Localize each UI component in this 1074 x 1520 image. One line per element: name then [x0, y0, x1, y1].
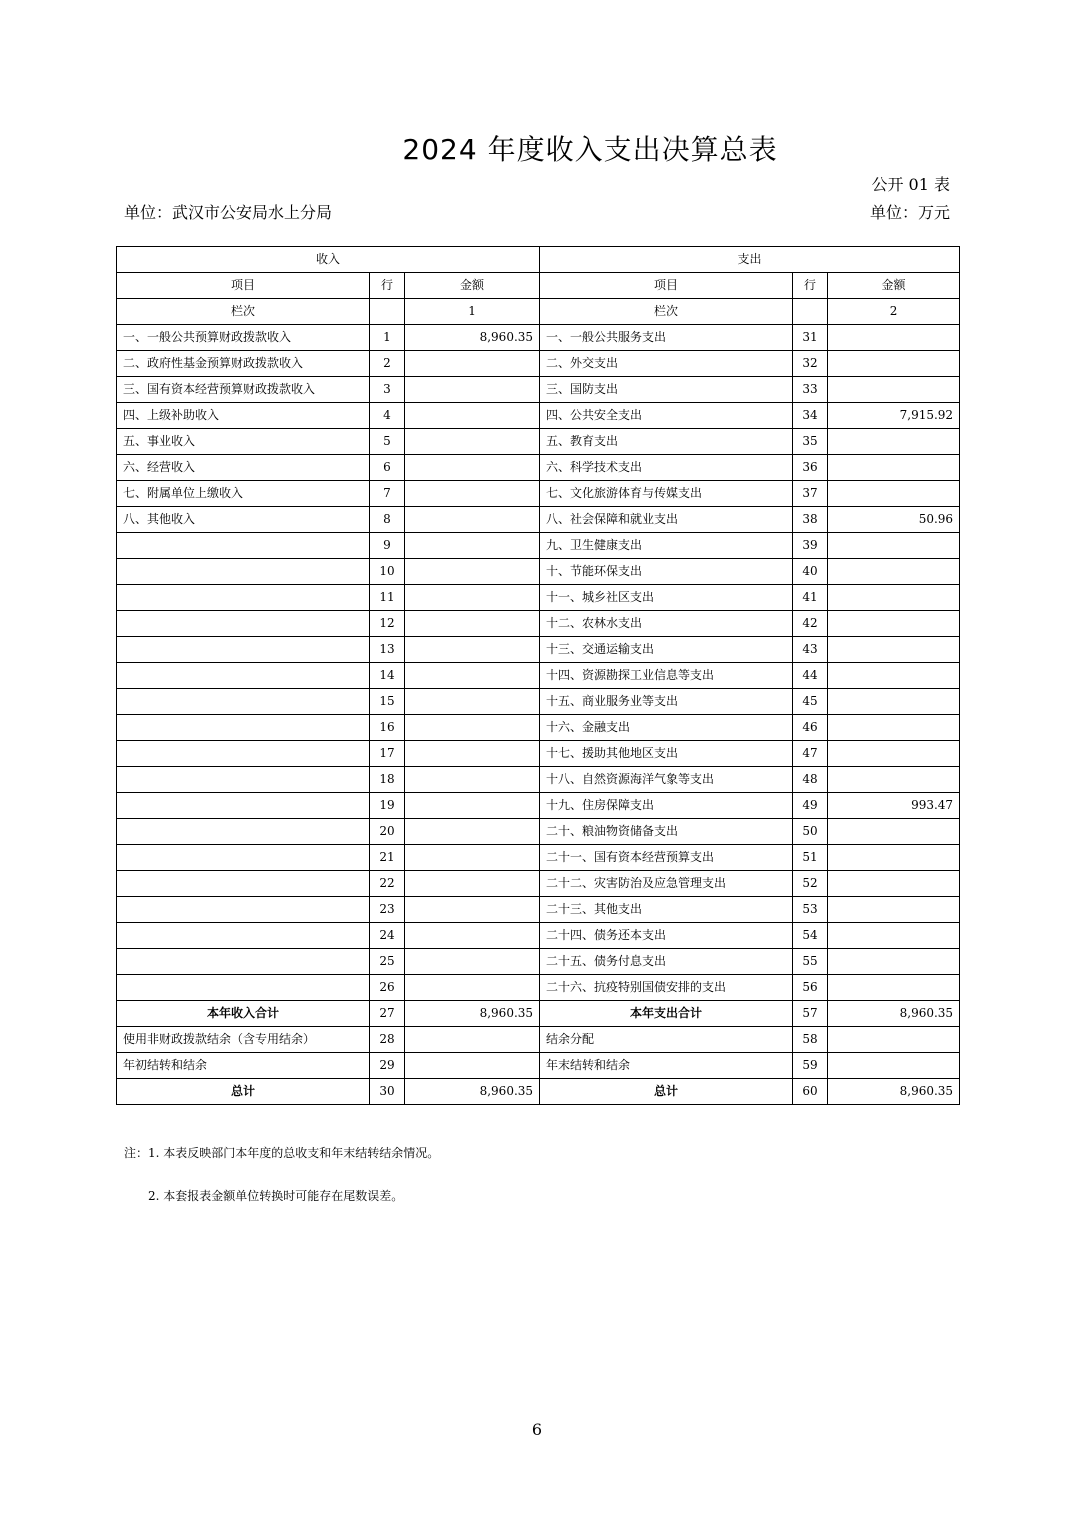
expense-item-cell: 二、外交支出	[540, 351, 793, 377]
expense-amount-cell	[828, 663, 960, 689]
note-2: 2. 本套报表金额单位转换时可能存在尾数误差。	[148, 1189, 404, 1203]
expense-amount-cell	[828, 975, 960, 1001]
income-item-cell: 四、上级补助收入	[117, 403, 370, 429]
expense-amount-cell	[828, 559, 960, 585]
expense-item-cell: 十、节能环保支出	[540, 559, 793, 585]
table-row	[117, 637, 960, 663]
income-amount-cell	[405, 351, 540, 377]
table-row	[117, 585, 960, 611]
table-row	[117, 507, 960, 533]
income-item-cell: 一、一般公共预算财政拨款收入	[117, 325, 370, 351]
table-row	[117, 819, 960, 845]
expense-item-cell: 总计	[540, 1079, 793, 1105]
income-item-cell: 六、经营收入	[117, 455, 370, 481]
income-line-cell: 10	[370, 559, 405, 585]
table-row	[117, 715, 960, 741]
income-line-cell: 3	[370, 377, 405, 403]
income-line-cell: 6	[370, 455, 405, 481]
income-line-cell: 29	[370, 1053, 405, 1079]
income-item-cell: 二、政府性基金预算财政拨款收入	[117, 351, 370, 377]
table-row	[117, 767, 960, 793]
expense-line-cell: 53	[793, 897, 828, 923]
expense-line-cell: 37	[793, 481, 828, 507]
expense-line-cell: 50	[793, 819, 828, 845]
expense-amount-cell	[828, 611, 960, 637]
income-item-cell: 使用非财政拨款结余（含专用结余）	[117, 1027, 370, 1053]
income-amount-cell	[405, 767, 540, 793]
income-line-cell: 27	[370, 1001, 405, 1027]
expense-line-cell: 35	[793, 429, 828, 455]
expense-line-cell: 51	[793, 845, 828, 871]
income-item-cell	[117, 845, 370, 871]
income-amount-cell: 8,960.35	[405, 325, 540, 351]
income-amount-cell	[405, 897, 540, 923]
expense-item-cell: 二十三、其他支出	[540, 897, 793, 923]
income-amount-cell	[405, 611, 540, 637]
expense-item-cell: 八、社会保障和就业支出	[540, 507, 793, 533]
table-row	[117, 1079, 960, 1105]
expense-item-cell: 一、一般公共服务支出	[540, 325, 793, 351]
expense-amount-cell: 993.47	[828, 793, 960, 819]
income-line-index	[370, 299, 405, 325]
expense-item-cell: 年末结转和结余	[540, 1053, 793, 1079]
income-item-cell	[117, 715, 370, 741]
income-amount-cell	[405, 715, 540, 741]
expense-item-cell: 十九、住房保障支出	[540, 793, 793, 819]
income-item-cell: 总计	[117, 1079, 370, 1105]
expense-amount-cell	[828, 351, 960, 377]
income-line-cell: 19	[370, 793, 405, 819]
table-row	[117, 689, 960, 715]
table-row	[117, 897, 960, 923]
note-1: 注：1. 本表反映部门本年度的总收支和年末结转结余情况。	[124, 1146, 440, 1160]
expense-item-cell: 二十六、抗疫特别国债安排的支出	[540, 975, 793, 1001]
expense-amount-cell	[828, 949, 960, 975]
income-line-header: 行	[370, 273, 405, 299]
expense-amount-cell	[828, 845, 960, 871]
table-row	[117, 741, 960, 767]
expense-amount-cell	[828, 1053, 960, 1079]
income-amount-cell	[405, 377, 540, 403]
income-item-cell: 本年收入合计	[117, 1001, 370, 1027]
income-line-cell: 20	[370, 819, 405, 845]
expense-item-cell: 七、文化旅游体育与传媒支出	[540, 481, 793, 507]
expense-line-cell: 41	[793, 585, 828, 611]
expense-item-cell: 十二、农林水支出	[540, 611, 793, 637]
expense-amount-cell	[828, 325, 960, 351]
income-line-cell: 22	[370, 871, 405, 897]
expense-column-label: 栏次	[540, 299, 793, 325]
income-line-cell: 5	[370, 429, 405, 455]
expense-line-cell: 39	[793, 533, 828, 559]
expense-item-header: 项目	[540, 273, 793, 299]
income-line-cell: 16	[370, 715, 405, 741]
income-amount-cell	[405, 663, 540, 689]
header-row-sections	[117, 247, 960, 273]
income-line-cell: 11	[370, 585, 405, 611]
expense-item-cell: 本年支出合计	[540, 1001, 793, 1027]
table-body	[117, 325, 960, 1105]
expense-item-cell: 六、科学技术支出	[540, 455, 793, 481]
expense-amount-cell	[828, 533, 960, 559]
table-row	[117, 429, 960, 455]
table-row	[117, 845, 960, 871]
income-amount-cell	[405, 793, 540, 819]
income-line-cell: 12	[370, 611, 405, 637]
expense-item-cell: 十七、援助其他地区支出	[540, 741, 793, 767]
table-row	[117, 533, 960, 559]
income-amount-cell	[405, 923, 540, 949]
expense-amount-cell	[828, 585, 960, 611]
income-item-cell	[117, 923, 370, 949]
expense-item-cell: 十一、城乡社区支出	[540, 585, 793, 611]
expense-line-cell: 43	[793, 637, 828, 663]
income-line-cell: 21	[370, 845, 405, 871]
page-number: 6	[531, 1420, 543, 1439]
income-column-index: 1	[405, 299, 540, 325]
header-row-columns	[117, 273, 960, 299]
budget-summary-table	[116, 246, 960, 1105]
expense-amount-cell: 7,915.92	[828, 403, 960, 429]
expense-amount-cell	[828, 819, 960, 845]
expense-line-cell: 54	[793, 923, 828, 949]
expense-line-cell: 34	[793, 403, 828, 429]
expense-column-index: 2	[828, 299, 960, 325]
expense-item-cell: 二十、粮油物资储备支出	[540, 819, 793, 845]
expense-amount-cell: 50.96	[828, 507, 960, 533]
income-line-cell: 23	[370, 897, 405, 923]
expense-line-cell: 47	[793, 741, 828, 767]
expense-item-cell: 九、卫生健康支出	[540, 533, 793, 559]
income-amount-cell	[405, 637, 540, 663]
income-item-cell	[117, 585, 370, 611]
currency-unit: 单位：万元	[869, 203, 950, 222]
expense-line-header: 行	[793, 273, 828, 299]
income-item-cell	[117, 897, 370, 923]
income-item-cell	[117, 533, 370, 559]
income-item-cell	[117, 975, 370, 1001]
expense-item-cell: 结余分配	[540, 1027, 793, 1053]
expense-item-cell: 四、公共安全支出	[540, 403, 793, 429]
expense-item-cell: 五、教育支出	[540, 429, 793, 455]
income-amount-header: 金额	[405, 273, 540, 299]
expense-line-cell: 38	[793, 507, 828, 533]
income-line-cell: 26	[370, 975, 405, 1001]
expense-amount-cell	[828, 377, 960, 403]
table-row	[117, 559, 960, 585]
income-amount-cell	[405, 819, 540, 845]
income-line-cell: 25	[370, 949, 405, 975]
income-amount-cell	[405, 403, 540, 429]
income-item-cell	[117, 637, 370, 663]
expense-item-cell: 十五、商业服务业等支出	[540, 689, 793, 715]
income-item-cell	[117, 611, 370, 637]
income-amount-cell	[405, 585, 540, 611]
expense-amount-cell	[828, 923, 960, 949]
expense-amount-cell	[828, 689, 960, 715]
income-line-cell: 1	[370, 325, 405, 351]
expense-amount-header: 金额	[828, 273, 960, 299]
income-line-cell: 13	[370, 637, 405, 663]
income-amount-cell	[405, 455, 540, 481]
income-amount-cell	[405, 1053, 540, 1079]
income-item-cell: 五、事业收入	[117, 429, 370, 455]
income-item-cell: 七、附属单位上缴收入	[117, 481, 370, 507]
expense-amount-cell	[828, 871, 960, 897]
expense-line-cell: 52	[793, 871, 828, 897]
table-row	[117, 949, 960, 975]
table-row	[117, 923, 960, 949]
income-amount-cell	[405, 481, 540, 507]
expense-line-cell: 49	[793, 793, 828, 819]
form-number: 公开 01 表	[871, 175, 950, 194]
income-line-cell: 4	[370, 403, 405, 429]
expense-amount-cell	[828, 455, 960, 481]
table-row	[117, 351, 960, 377]
table-row	[117, 1001, 960, 1027]
income-amount-cell	[405, 975, 540, 1001]
expense-amount-cell	[828, 429, 960, 455]
table-row	[117, 325, 960, 351]
table-row	[117, 871, 960, 897]
income-amount-cell	[405, 429, 540, 455]
table-row	[117, 611, 960, 637]
income-item-cell	[117, 741, 370, 767]
income-line-cell: 28	[370, 1027, 405, 1053]
expense-amount-cell	[828, 715, 960, 741]
income-line-cell: 15	[370, 689, 405, 715]
income-amount-cell	[405, 559, 540, 585]
expense-item-cell: 二十二、灾害防治及应急管理支出	[540, 871, 793, 897]
income-amount-cell	[405, 845, 540, 871]
expense-item-cell: 十三、交通运输支出	[540, 637, 793, 663]
expense-line-cell: 40	[793, 559, 828, 585]
income-column-label: 栏次	[117, 299, 370, 325]
income-section-header: 收入	[117, 247, 540, 273]
expense-amount-cell	[828, 741, 960, 767]
income-amount-cell	[405, 1027, 540, 1053]
income-item-cell	[117, 559, 370, 585]
income-line-cell: 30	[370, 1079, 405, 1105]
expense-line-cell: 36	[793, 455, 828, 481]
income-line-cell: 9	[370, 533, 405, 559]
expense-item-cell: 十四、资源勘探工业信息等支出	[540, 663, 793, 689]
expense-line-cell: 45	[793, 689, 828, 715]
income-item-cell	[117, 871, 370, 897]
expense-line-index	[793, 299, 828, 325]
expense-line-cell: 33	[793, 377, 828, 403]
table-row	[117, 481, 960, 507]
expense-section-header: 支出	[540, 247, 960, 273]
income-item-cell	[117, 767, 370, 793]
income-item-cell	[117, 793, 370, 819]
expense-line-cell: 58	[793, 1027, 828, 1053]
income-line-cell: 2	[370, 351, 405, 377]
expense-item-cell: 二十四、债务还本支出	[540, 923, 793, 949]
expense-line-cell: 31	[793, 325, 828, 351]
income-item-cell	[117, 819, 370, 845]
expense-line-cell: 59	[793, 1053, 828, 1079]
table-row	[117, 1053, 960, 1079]
reporting-unit: 单位：武汉市公安局水上分局	[124, 203, 333, 222]
table-row	[117, 793, 960, 819]
expense-line-cell: 32	[793, 351, 828, 377]
income-amount-cell: 8,960.35	[405, 1079, 540, 1105]
table-row	[117, 1027, 960, 1053]
income-amount-cell	[405, 741, 540, 767]
table-row	[117, 663, 960, 689]
income-item-cell: 八、其他收入	[117, 507, 370, 533]
page-title: 2024 年度收入支出决算总表	[402, 133, 778, 166]
income-line-cell: 18	[370, 767, 405, 793]
income-item-cell	[117, 663, 370, 689]
table-row	[117, 975, 960, 1001]
income-line-cell: 8	[370, 507, 405, 533]
income-amount-cell	[405, 689, 540, 715]
income-line-cell: 14	[370, 663, 405, 689]
income-amount-cell: 8,960.35	[405, 1001, 540, 1027]
income-line-cell: 17	[370, 741, 405, 767]
expense-amount-cell	[828, 481, 960, 507]
expense-item-cell: 三、国防支出	[540, 377, 793, 403]
expense-line-cell: 46	[793, 715, 828, 741]
income-item-header: 项目	[117, 273, 370, 299]
expense-amount-cell: 8,960.35	[828, 1001, 960, 1027]
expense-line-cell: 48	[793, 767, 828, 793]
income-amount-cell	[405, 533, 540, 559]
income-amount-cell	[405, 871, 540, 897]
expense-line-cell: 42	[793, 611, 828, 637]
income-line-cell: 24	[370, 923, 405, 949]
income-item-cell	[117, 949, 370, 975]
expense-line-cell: 60	[793, 1079, 828, 1105]
expense-amount-cell	[828, 767, 960, 793]
expense-amount-cell	[828, 1027, 960, 1053]
expense-line-cell: 57	[793, 1001, 828, 1027]
expense-amount-cell	[828, 637, 960, 663]
expense-line-cell: 44	[793, 663, 828, 689]
expense-line-cell: 56	[793, 975, 828, 1001]
expense-item-cell: 二十一、国有资本经营预算支出	[540, 845, 793, 871]
header-row-column-index	[117, 299, 960, 325]
expense-amount-cell	[828, 897, 960, 923]
income-amount-cell	[405, 507, 540, 533]
income-line-cell: 7	[370, 481, 405, 507]
table-row	[117, 455, 960, 481]
expense-item-cell: 十六、金融支出	[540, 715, 793, 741]
expense-line-cell: 55	[793, 949, 828, 975]
income-amount-cell	[405, 949, 540, 975]
table-row	[117, 377, 960, 403]
income-item-cell: 年初结转和结余	[117, 1053, 370, 1079]
table-row	[117, 403, 960, 429]
expense-amount-cell: 8,960.35	[828, 1079, 960, 1105]
expense-item-cell: 二十五、债务付息支出	[540, 949, 793, 975]
income-item-cell: 三、国有资本经营预算财政拨款收入	[117, 377, 370, 403]
expense-item-cell: 十八、自然资源海洋气象等支出	[540, 767, 793, 793]
income-item-cell	[117, 689, 370, 715]
